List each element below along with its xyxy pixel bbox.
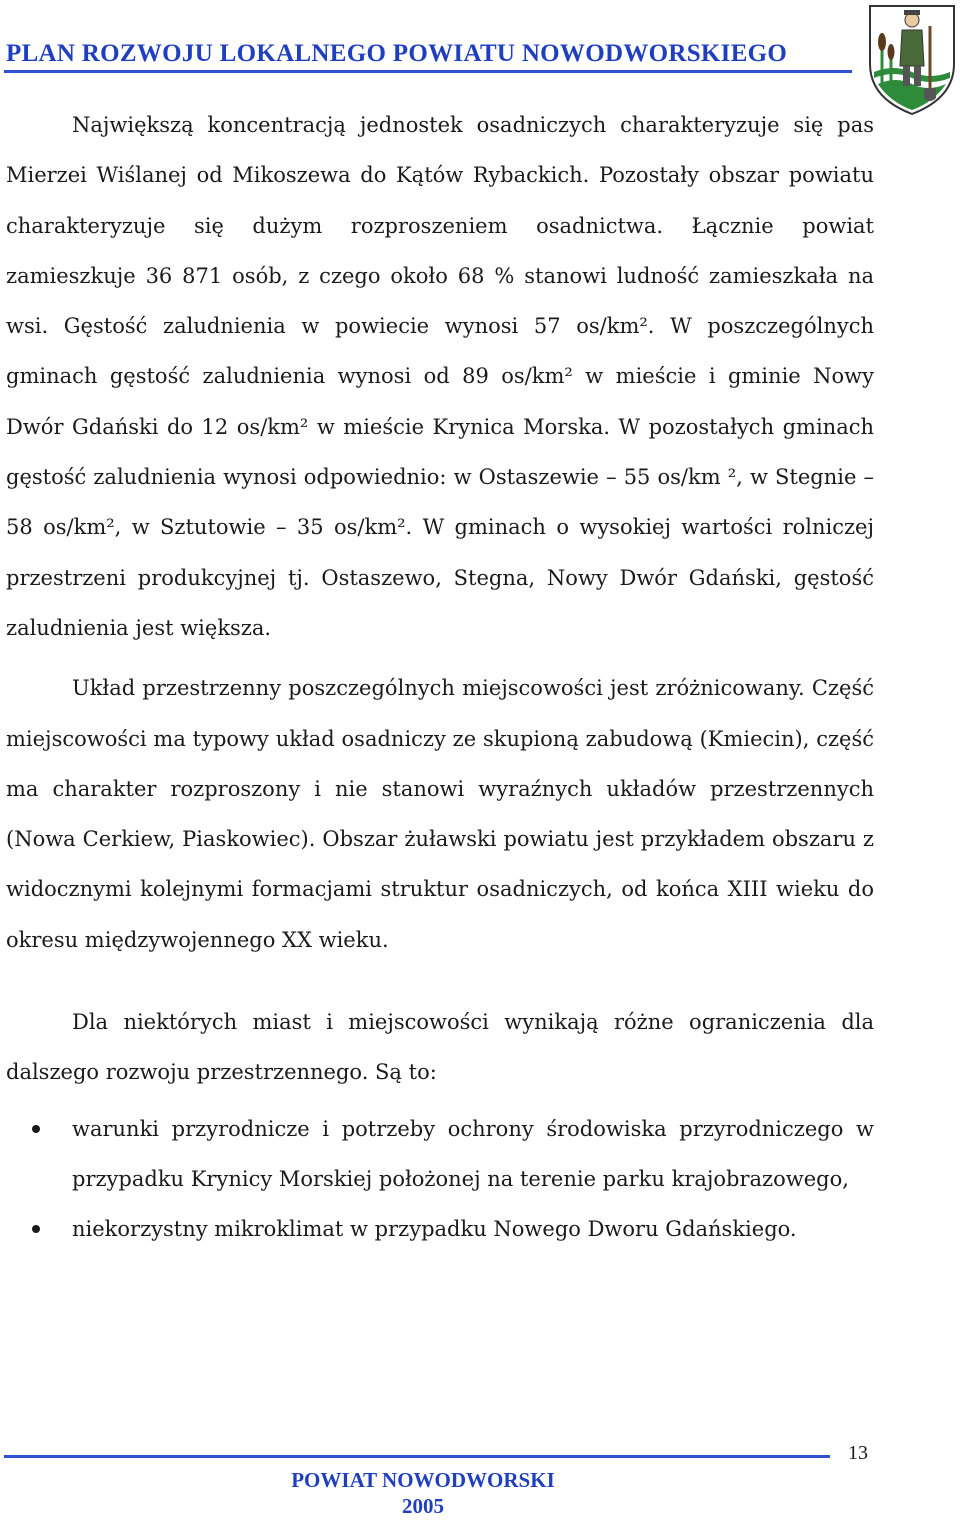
list-item-text: warunki przyrodnicze i potrzeby ochrony środowiska przyrodniczego w przypadku Krynicy Morskiej położonej na terenie parku krajobrazowego, [72, 1116, 874, 1191]
paragraph-spatial-layout: Układ przestrzenny poszczególnych miejscowości jest zróżnicowany. Część miejscowości ma typowy układ osadniczy ze skupioną zabudową (Kmiecin), część ma charakter rozproszony i nie stanowi wyraźnych układów przestrzennych (Nowa Cerkiew, Piaskowiec). Obszar żuławski powiatu jest przykładem obszaru z widocznymi kolejnymi formacjami struktur osadniczych, od końca XIII wieku do okresu międzywojennego XX wieku. [6, 676, 874, 952]
page-number: 13 [848, 1442, 868, 1464]
coat-of-arms-icon [864, 2, 960, 118]
document-header-title: PLAN ROZWOJU LOKALNEGO POWIATU NOWODWORSKIEGO [6, 40, 788, 67]
footer-year: 2005 [402, 1494, 444, 1518]
footer-divider [4, 1455, 830, 1458]
list-item [6, 1104, 874, 1205]
list-item [6, 1204, 874, 1254]
paragraph-development-constraints: Dla niektórych miast i miejscowości wynikają różne ograniczenia dla dalszego rozwoju przestrzennego. Są to: [6, 1010, 874, 1085]
footer-title: POWIAT NOWODWORSKI [291, 1468, 555, 1492]
paragraph-settlement-density: Największą koncentracją jednostek osadniczych charakteryzuje się pas Mierzei Wiślanej od Mikoszewa do Kątów Rybackich. Pozostały obszar powiatu charakteryzuje się dużym rozproszeniem osadnictwa. Łącznie powiat zamieszkuje 36 871 osób, z czego około 68 % stanowi ludność zamieszkała na wsi. Gęstość zaludnienia w powiecie wynosi 57 os/km². W poszczególnych gminach gęstość zaludnienia wynosi od 89 os/km² w mieście i gminie Nowy Dwór Gdański do 12 os/km² w mieście Krynica Morska. W pozostałych gminach gęstość zaludnienia wynosi odpowiednio: w Ostaszewie – 55 os/km ², w Stegnie – 58 os/km², w Sztutowie – 35 os/km². W gminach o wysokiej wartości rolniczej przestrzeni produkcyjnej tj. Ostaszewo, Stegna, Nowy Dwór Gdański, gęstość zaludnienia jest większa. [6, 113, 874, 640]
bullet-icon [32, 1225, 40, 1233]
bullet-icon [32, 1125, 40, 1133]
document-body [6, 100, 874, 1255]
list-item-text: niekorzystny mikroklimat w przypadku Nowego Dworu Gdańskiego. [72, 1217, 797, 1242]
constraints-list [6, 1104, 874, 1255]
header-divider [4, 70, 852, 73]
